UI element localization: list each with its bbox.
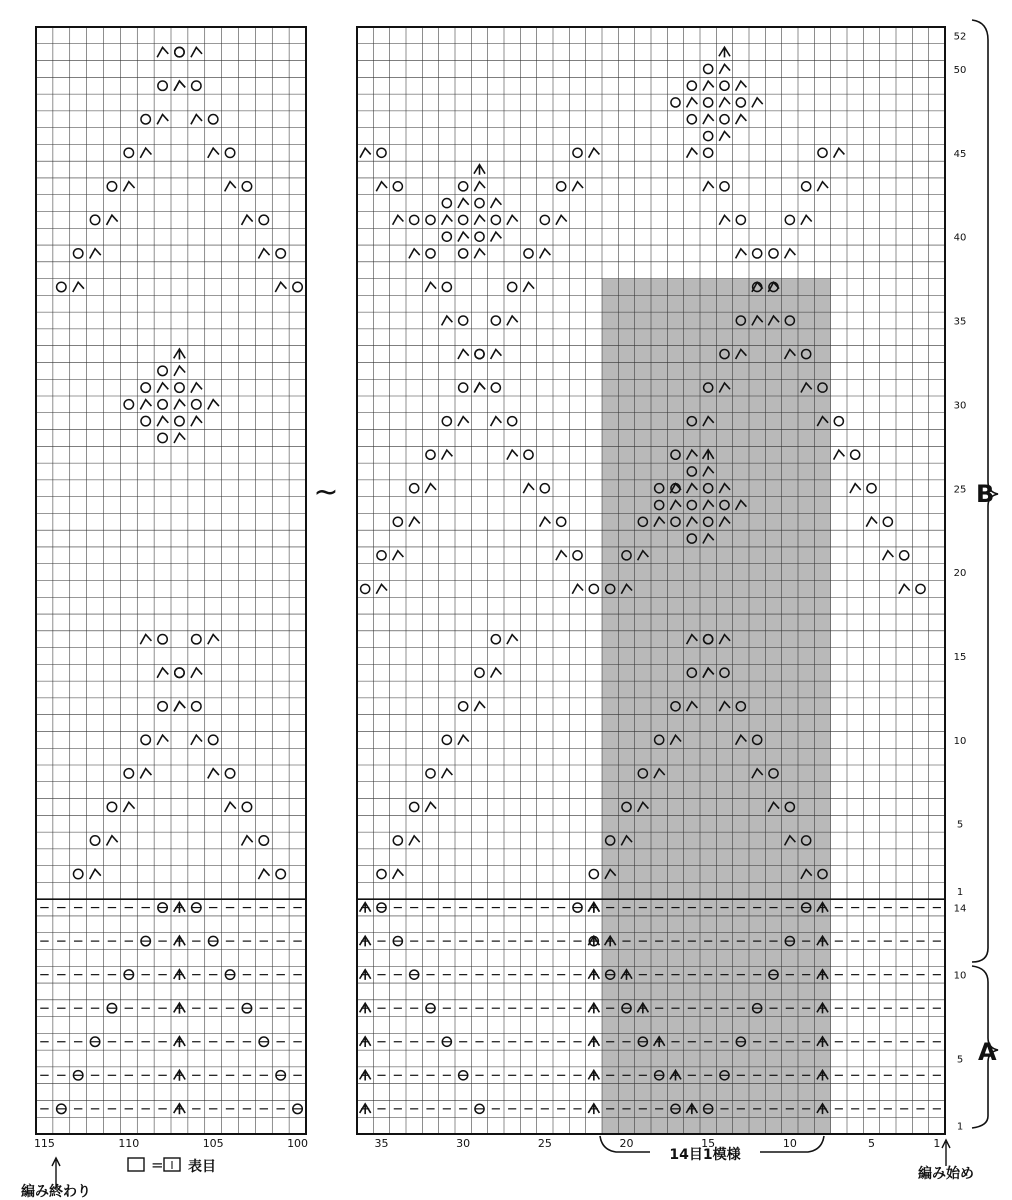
- decrease-icon: [90, 869, 101, 879]
- yarn-over-icon: [242, 182, 251, 191]
- yarn-over-icon: [377, 869, 386, 878]
- yarn-over-icon: [720, 115, 729, 124]
- decrease-icon: [225, 802, 236, 812]
- yarn-over-icon: [124, 769, 133, 778]
- yarn-over-icon: [57, 282, 66, 291]
- center-double-decrease-icon: [360, 903, 371, 913]
- yarn-over-icon: [687, 81, 696, 90]
- yarn-over-icon: [459, 182, 468, 191]
- decrease-icon: [123, 802, 134, 812]
- decrease-icon: [376, 584, 387, 593]
- end-label: 編み終わり: [21, 1184, 91, 1200]
- decrease-icon: [376, 182, 387, 191]
- decrease-icon: [801, 215, 812, 224]
- decrease-icon: [409, 836, 420, 845]
- decrease-icon: [393, 869, 404, 878]
- yarn-over-icon: [158, 433, 167, 442]
- yarn-over-icon: [442, 417, 451, 426]
- column-label: 20: [619, 1137, 634, 1150]
- decrease-icon: [360, 148, 371, 157]
- decrease-icon: [174, 400, 185, 410]
- yarn-over-icon: [259, 836, 268, 845]
- yarn-over-icon: [393, 182, 402, 191]
- decrease-icon: [425, 802, 436, 811]
- yarn-over-icon: [426, 450, 435, 459]
- row-label-b: 1: [956, 886, 964, 898]
- decrease-icon: [736, 249, 747, 258]
- center-double-decrease-icon: [588, 1104, 599, 1114]
- decrease-icon: [474, 249, 485, 258]
- decrease-icon: [191, 47, 202, 57]
- yarn-over-icon: [141, 735, 150, 744]
- yarn-over-icon: [491, 383, 500, 392]
- column-label: 25: [537, 1137, 552, 1150]
- yarn-over-icon: [524, 450, 533, 459]
- yarn-over-icon: [883, 517, 892, 526]
- decrease-icon: [507, 215, 518, 224]
- yarn-over-icon: [720, 182, 729, 191]
- yarn-over-icon: [459, 215, 468, 224]
- yarn-over-icon: [175, 416, 184, 425]
- decrease-icon: [507, 450, 518, 459]
- decrease-icon: [687, 98, 698, 107]
- decrease-icon: [140, 148, 151, 158]
- yarn-over-icon: [192, 400, 201, 409]
- center-double-decrease-icon: [588, 970, 599, 980]
- column-label: 30: [456, 1137, 471, 1150]
- yarn-over-icon: [442, 199, 451, 208]
- decrease-icon: [687, 148, 698, 157]
- decrease-icon: [442, 450, 453, 459]
- decrease-icon: [442, 316, 453, 325]
- center-double-decrease-icon: [719, 47, 730, 57]
- decrease-icon: [474, 215, 485, 224]
- yarn-over-icon: [158, 81, 167, 90]
- decrease-icon: [883, 551, 894, 560]
- legend-label: 表目: [188, 1159, 216, 1175]
- decrease-icon: [719, 98, 730, 107]
- yarn-over-icon: [259, 215, 268, 224]
- yarn-over-icon: [573, 551, 582, 560]
- yarn-over-icon: [851, 450, 860, 459]
- yarn-over-icon: [785, 215, 794, 224]
- decrease-icon: [90, 249, 101, 259]
- row-label-b: 25: [953, 484, 967, 496]
- yarn-over-icon: [410, 215, 419, 224]
- decrease-icon: [442, 769, 453, 778]
- decrease-icon: [157, 115, 168, 125]
- yarn-over-icon: [107, 182, 116, 191]
- yarn-over-icon: [834, 417, 843, 426]
- row-label-b: 45: [953, 148, 967, 160]
- decrease-icon: [258, 869, 269, 879]
- yarn-over-icon: [124, 400, 133, 409]
- yarn-over-icon: [557, 517, 566, 526]
- yarn-over-icon: [158, 702, 167, 711]
- yarn-over-icon: [426, 249, 435, 258]
- decrease-icon: [157, 416, 168, 426]
- yarn-over-icon: [540, 215, 549, 224]
- decrease-icon: [491, 349, 502, 358]
- yarn-over-icon: [736, 98, 745, 107]
- yarn-over-icon: [769, 249, 778, 258]
- break-symbol: ~: [313, 475, 339, 510]
- yarn-over-icon: [540, 484, 549, 493]
- decrease-icon: [140, 400, 151, 410]
- start-label: 編み始め: [918, 1166, 974, 1182]
- yarn-over-icon: [442, 282, 451, 291]
- yarn-over-icon: [508, 282, 517, 291]
- decrease-icon: [458, 349, 469, 358]
- row-label-b: 20: [953, 568, 967, 580]
- yarn-over-icon: [426, 215, 435, 224]
- decrease-icon: [703, 81, 714, 90]
- decrease-icon: [425, 484, 436, 493]
- yarn-over-icon: [410, 484, 419, 493]
- yarn-over-icon: [704, 98, 713, 107]
- yarn-over-icon: [557, 182, 566, 191]
- center-double-decrease-icon: [174, 1037, 185, 1047]
- decrease-icon: [208, 634, 219, 644]
- yarn-over-icon: [475, 349, 484, 358]
- legend-equals: =: [151, 1156, 164, 1174]
- yarn-over-icon: [867, 484, 876, 493]
- decrease-icon: [208, 769, 219, 779]
- yarn-over-icon: [73, 249, 82, 258]
- center-double-decrease-icon: [174, 970, 185, 980]
- yarn-over-icon: [73, 869, 82, 878]
- decrease-icon: [556, 215, 567, 224]
- row-label-b: 35: [953, 316, 967, 328]
- yarn-over-icon: [192, 81, 201, 90]
- section-label-b: B: [976, 480, 995, 508]
- legend-knit-symbol: I: [170, 1159, 174, 1172]
- yarn-over-icon: [524, 249, 533, 258]
- yarn-over-icon: [175, 47, 184, 56]
- yarn-over-icon: [293, 282, 302, 291]
- decrease-icon: [174, 81, 185, 91]
- yarn-over-icon: [459, 316, 468, 325]
- yarn-over-icon: [377, 551, 386, 560]
- yarn-over-icon: [192, 634, 201, 643]
- yarn-over-icon: [107, 802, 116, 811]
- decrease-icon: [703, 182, 714, 191]
- decrease-icon: [191, 416, 202, 426]
- decrease-icon: [242, 836, 253, 846]
- decrease-icon: [140, 769, 151, 779]
- center-double-decrease-icon: [174, 936, 185, 946]
- yarn-over-icon: [141, 383, 150, 392]
- center-double-decrease-icon: [174, 1003, 185, 1013]
- yarn-over-icon: [818, 148, 827, 157]
- decrease-icon: [107, 836, 118, 846]
- legend-empty-square-icon: [128, 1158, 144, 1171]
- decrease-icon: [409, 517, 420, 526]
- decrease-icon: [474, 702, 485, 711]
- repeat-label: 14目1模様: [669, 1147, 741, 1163]
- yarn-over-icon: [802, 182, 811, 191]
- row-label-b: 15: [953, 651, 967, 663]
- row-labels: [954, 31, 967, 1132]
- yarn-over-icon: [475, 668, 484, 677]
- yarn-over-icon: [141, 416, 150, 425]
- row-label-a: 10: [953, 970, 967, 982]
- yarn-over-icon: [671, 98, 680, 107]
- yarn-over-icon: [410, 802, 419, 811]
- decrease-icon: [736, 115, 747, 124]
- decrease-icon: [556, 551, 567, 560]
- yarn-over-icon: [491, 215, 500, 224]
- yarn-over-icon: [704, 64, 713, 73]
- yarn-over-icon: [393, 836, 402, 845]
- start-arrow-icon: [942, 1140, 950, 1166]
- decrease-icon: [174, 433, 185, 443]
- decrease-icon: [442, 215, 453, 224]
- decrease-icon: [73, 282, 84, 292]
- yarn-over-icon: [720, 81, 729, 90]
- decrease-icon: [817, 182, 828, 191]
- decrease-icon: [719, 64, 730, 73]
- decrease-icon: [572, 584, 583, 593]
- column-label: 100: [287, 1137, 309, 1150]
- column-label: 15: [701, 1137, 716, 1150]
- center-double-decrease-icon: [360, 970, 371, 980]
- center-double-decrease-icon: [588, 1070, 599, 1080]
- decrease-icon: [866, 517, 877, 526]
- column-labels: [34, 1137, 940, 1150]
- yarn-over-icon: [704, 131, 713, 140]
- yarn-over-icon: [158, 634, 167, 643]
- yarn-over-icon: [90, 215, 99, 224]
- decrease-icon: [123, 182, 134, 192]
- yarn-over-icon: [377, 148, 386, 157]
- yarn-over-icon: [736, 215, 745, 224]
- yarn-over-icon: [753, 249, 762, 258]
- decrease-icon: [850, 484, 861, 493]
- decrease-icon: [703, 115, 714, 124]
- center-double-decrease-icon: [174, 903, 185, 913]
- yarn-over-icon: [158, 400, 167, 409]
- center-double-decrease-icon: [360, 1037, 371, 1047]
- yarn-over-icon: [442, 232, 451, 241]
- decrease-icon: [225, 182, 236, 192]
- decrease-icon: [491, 668, 502, 677]
- yarn-over-icon: [276, 249, 285, 258]
- decrease-icon: [458, 232, 469, 241]
- yarn-over-icon: [475, 232, 484, 241]
- decrease-icon: [540, 249, 551, 258]
- yarn-over-icon: [491, 316, 500, 325]
- decrease-icon: [157, 47, 168, 57]
- column-label: 1: [933, 1137, 941, 1150]
- decrease-icon: [242, 215, 253, 225]
- yarn-over-icon: [225, 148, 234, 157]
- row-label-b: 5: [956, 819, 964, 831]
- row-label-b: 10: [953, 735, 967, 747]
- yarn-over-icon: [361, 584, 370, 593]
- yarn-over-icon: [573, 148, 582, 157]
- decrease-icon: [719, 215, 730, 224]
- yarn-over-icon: [589, 584, 598, 593]
- decrease-icon: [491, 199, 502, 208]
- column-label: 115: [33, 1137, 55, 1150]
- yarn-over-icon: [687, 115, 696, 124]
- yarn-over-icon: [459, 249, 468, 258]
- decrease-icon: [785, 249, 796, 258]
- row-label-b: 30: [953, 400, 967, 412]
- decrease-icon: [507, 635, 518, 644]
- yarn-over-icon: [276, 869, 285, 878]
- decrease-icon: [458, 735, 469, 744]
- yarn-over-icon: [393, 517, 402, 526]
- decrease-icon: [425, 282, 436, 291]
- center-double-decrease-icon: [588, 1003, 599, 1013]
- decrease-icon: [409, 249, 420, 258]
- column-label: 10: [782, 1137, 797, 1150]
- yarn-over-icon: [459, 383, 468, 392]
- decrease-icon: [458, 417, 469, 426]
- row-label-a: 5: [956, 1054, 964, 1066]
- decrease-icon: [491, 232, 502, 241]
- yarn-over-icon: [225, 769, 234, 778]
- yarn-over-icon: [459, 702, 468, 711]
- center-double-decrease-icon: [588, 903, 599, 913]
- row-label-b: 40: [953, 232, 967, 244]
- decrease-icon: [752, 98, 763, 107]
- decrease-icon: [474, 383, 485, 392]
- decrease-icon: [275, 282, 286, 292]
- decrease-icon: [208, 148, 219, 158]
- yarn-over-icon: [124, 148, 133, 157]
- section-label-a: A: [978, 1038, 997, 1066]
- center-double-decrease-icon: [360, 1003, 371, 1013]
- yarn-over-icon: [704, 148, 713, 157]
- yarn-over-icon: [90, 836, 99, 845]
- decrease-icon: [107, 215, 118, 225]
- column-label: 105: [202, 1137, 224, 1150]
- yarn-over-icon: [491, 635, 500, 644]
- decrease-icon: [474, 182, 485, 191]
- yarn-over-icon: [426, 769, 435, 778]
- decrease-icon: [157, 383, 168, 393]
- decrease-icon: [736, 81, 747, 90]
- center-double-decrease-icon: [474, 165, 485, 175]
- center-double-decrease-icon: [360, 1070, 371, 1080]
- decrease-icon: [393, 215, 404, 224]
- decrease-icon: [834, 148, 845, 157]
- decrease-icon: [174, 366, 185, 376]
- row-label-a: 1: [956, 1121, 964, 1133]
- yarn-over-icon: [208, 115, 217, 124]
- yarn-over-icon: [475, 199, 484, 208]
- decrease-icon: [523, 484, 534, 493]
- decrease-icon: [157, 668, 168, 678]
- column-label: 110: [118, 1137, 140, 1150]
- decrease-icon: [174, 702, 185, 712]
- yarn-over-icon: [141, 115, 150, 124]
- yarn-over-icon: [175, 668, 184, 677]
- yarn-over-icon: [442, 735, 451, 744]
- decrease-icon: [719, 131, 730, 140]
- decrease-icon: [191, 383, 202, 393]
- row-label-b: 50: [953, 64, 967, 76]
- decrease-icon: [899, 584, 910, 593]
- row-label-b: 52: [953, 31, 967, 43]
- column-label: 35: [374, 1137, 389, 1150]
- yarn-over-icon: [192, 702, 201, 711]
- center-double-decrease-icon: [360, 1104, 371, 1114]
- decrease-icon: [491, 417, 502, 426]
- decrease-icon: [140, 634, 151, 644]
- yarn-over-icon: [916, 584, 925, 593]
- yarn-over-icon: [158, 366, 167, 375]
- decrease-icon: [458, 199, 469, 208]
- decrease-icon: [191, 668, 202, 678]
- center-double-decrease-icon: [174, 1104, 185, 1114]
- decrease-icon: [572, 182, 583, 191]
- decrease-icon: [393, 551, 404, 560]
- center-double-decrease-icon: [174, 1070, 185, 1080]
- yarn-over-icon: [508, 417, 517, 426]
- yarn-over-icon: [175, 383, 184, 392]
- center-double-decrease-icon: [360, 936, 371, 946]
- decrease-icon: [834, 450, 845, 459]
- decrease-icon: [589, 148, 600, 157]
- center-double-decrease-icon: [174, 349, 185, 359]
- row-label-a: 14: [953, 903, 967, 915]
- yarn-over-icon: [242, 802, 251, 811]
- decrease-icon: [258, 249, 269, 259]
- column-label: 5: [868, 1137, 875, 1150]
- decrease-icon: [191, 115, 202, 125]
- yarn-over-icon: [589, 869, 598, 878]
- yarn-over-icon: [208, 735, 217, 744]
- center-double-decrease-icon: [588, 1037, 599, 1047]
- yarn-over-icon: [900, 551, 909, 560]
- decrease-icon: [208, 400, 219, 410]
- decrease-icon: [523, 282, 534, 291]
- decrease-icon: [157, 735, 168, 745]
- decrease-icon: [507, 316, 518, 325]
- decrease-icon: [191, 735, 202, 745]
- decrease-icon: [540, 517, 551, 526]
